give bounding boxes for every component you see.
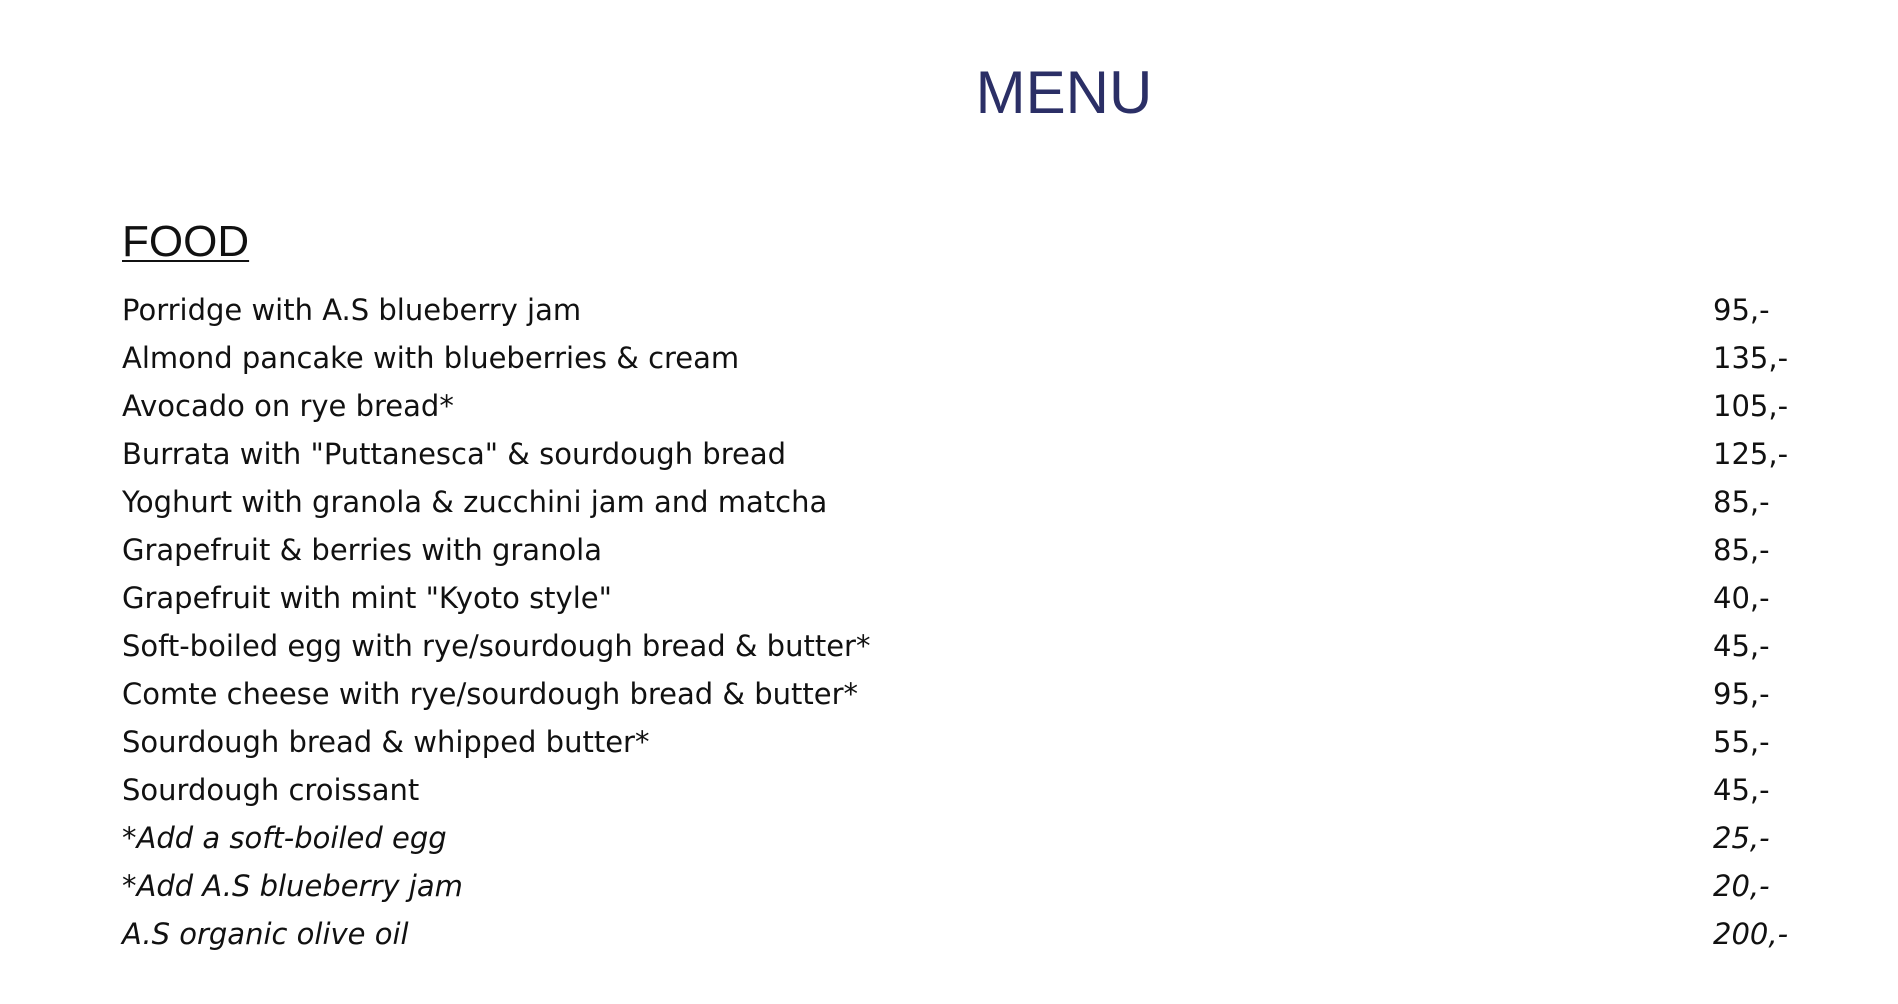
menu-item-name: Almond pancake with blueberries & cream bbox=[122, 341, 740, 375]
menu-item-price: 125,- bbox=[1713, 437, 1789, 471]
menu-item-price: 25,- bbox=[1713, 821, 1770, 855]
menu-item-price: 45,- bbox=[1713, 773, 1770, 807]
menu-item bbox=[122, 478, 1782, 526]
menu-item-name: Avocado on rye bread* bbox=[122, 389, 454, 423]
menu-item-price: 85,- bbox=[1713, 485, 1770, 519]
menu-item bbox=[122, 670, 1782, 718]
menu-item bbox=[122, 430, 1789, 478]
menu-item-price: 20,- bbox=[1713, 869, 1770, 903]
page-title: MENU bbox=[975, 59, 1153, 126]
menu-item bbox=[122, 622, 1782, 670]
menu-item-name: Sourdough croissant bbox=[122, 773, 420, 807]
menu-item bbox=[122, 286, 1782, 334]
menu-item-price: 45,- bbox=[1713, 629, 1770, 663]
menu-item-price: 105,- bbox=[1713, 389, 1789, 423]
menu-item bbox=[122, 526, 1782, 574]
menu-item bbox=[122, 382, 1789, 430]
menu-item bbox=[122, 334, 1789, 382]
menu-item-price: 200,- bbox=[1713, 917, 1789, 951]
menu-item bbox=[122, 766, 1782, 814]
menu-item-price: 135,- bbox=[1713, 341, 1789, 375]
menu-item-name: Grapefruit with mint "Kyoto style" bbox=[122, 581, 612, 615]
menu-item-name: Porridge with A.S blueberry jam bbox=[122, 293, 582, 327]
menu-item-name: Soft-boiled egg with rye/sourdough bread & butter* bbox=[122, 629, 871, 663]
menu-item-price: 95,- bbox=[1713, 293, 1770, 327]
menu-item-price: 85,- bbox=[1713, 533, 1770, 567]
menu-addon-item bbox=[122, 910, 1789, 958]
menu-addon-item bbox=[122, 814, 1782, 862]
menu-item-price: 95,- bbox=[1713, 677, 1770, 711]
section-heading-food: FOOD bbox=[122, 217, 250, 266]
menu-item-name: Grapefruit & berries with granola bbox=[122, 533, 603, 567]
menu-item bbox=[122, 574, 1782, 622]
menu-item-name: Comte cheese with rye/sourdough bread & butter* bbox=[122, 677, 859, 711]
menu-item-name: *Add A.S blueberry jam bbox=[122, 869, 463, 903]
menu-item-name: A.S organic olive oil bbox=[122, 917, 409, 951]
menu-item bbox=[122, 718, 1782, 766]
menu-item-name: Yoghurt with granola & zucchini jam and matcha bbox=[122, 485, 828, 519]
menu-item-name: *Add a soft-boiled egg bbox=[122, 821, 447, 855]
menu-item-price: 40,- bbox=[1713, 581, 1770, 615]
food-menu-list bbox=[122, 286, 1789, 958]
menu-addon-item bbox=[122, 862, 1782, 910]
menu-item-name: Sourdough bread & whipped butter* bbox=[122, 725, 650, 759]
menu-item-name: Burrata with "Puttanesca" & sourdough bread bbox=[122, 437, 787, 471]
menu-item-price: 55,- bbox=[1713, 725, 1770, 759]
